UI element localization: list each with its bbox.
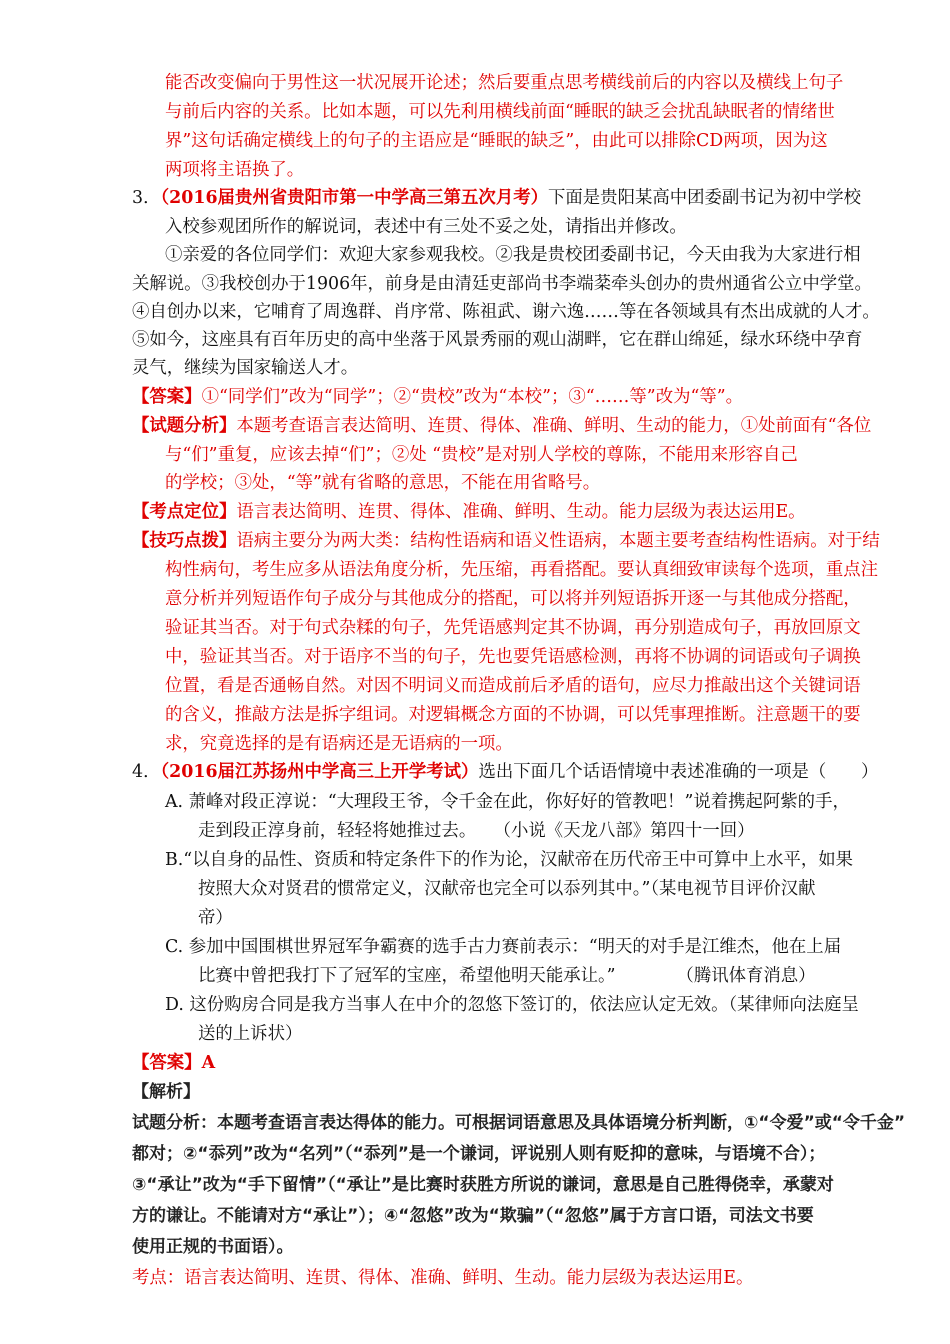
answer-row bbox=[132, 1052, 215, 1074]
option-a: A. 萧峰对段正淳说：“大理段王爷，令千金在此，你好好的管教吧！”说着携起阿紫的手， bbox=[165, 792, 850, 812]
analysis-tag: 【试题分析】 bbox=[132, 416, 237, 436]
jiqiao-line: 中，验证其当否。对于语序不当的句子，先也要凭语感检测，再将不协调的词语或句子调换 bbox=[165, 647, 861, 667]
analysis-row bbox=[132, 415, 871, 437]
jiexi-line: 使用正规的书面语）。 bbox=[132, 1237, 294, 1257]
question-stem-continued: 入校参观团所作的解说词，表述中有三处不妥之处，请指出并修改。 bbox=[165, 217, 687, 237]
jiexi-tag: 【解析】 bbox=[132, 1082, 200, 1102]
intro-analysis-line: 能否改变偏向于男性这一状况展开论述；然后要重点思考横线前后的内容以及横线上句子 bbox=[165, 73, 844, 93]
jiqiao-line: 构性病句，考生应多从语法角度分析，先压缩，再看搭配。要认真细致审读每个选项，重点注 bbox=[165, 560, 879, 580]
option-c-continued: 比赛中曾把我打下了冠军的宝座，希望他明天能承让。” （腾讯体育消息） bbox=[198, 966, 816, 986]
jiqiao-line: 意分析并列短语作句子成分与其他成分的搭配，可以将并列短语拆开逐一与其他成分搭配， bbox=[165, 589, 861, 609]
question-stem: 下面是贵阳某高中团委副书记为初中学校 bbox=[548, 188, 862, 208]
jiexi-line: 方的谦让。不能请对方“承让”）；④“忽悠”改为“欺骗”（“忽悠”属于方言口语，司法文书要 bbox=[132, 1206, 814, 1226]
question-number: 3． bbox=[132, 188, 161, 208]
passage-line: ⑤如今，这座具有百年历史的高中坐落于风景秀丽的观山湖畔，它在群山绵延，绿水环绕中孕育 bbox=[132, 330, 863, 350]
jiqiao-line: 求，究竟选择的是有语病还是无语病的一项。 bbox=[165, 734, 513, 754]
question-3-header bbox=[132, 187, 861, 209]
question-number: 4． bbox=[132, 762, 161, 782]
passage-line: 关解说。③我校创办于1906年，前身是由清廷吏部尚书李端棻牵头创办的贵州通省公立中学堂。 bbox=[132, 274, 872, 294]
answer-tag: 【答案】 bbox=[132, 387, 202, 407]
intro-analysis-line: 界”这句话确定横线上的句子的主语应是“睡眠的缺乏”，由此可以排除CD两项，因为这 bbox=[165, 131, 828, 151]
kaodian-tag: 【考点定位】 bbox=[132, 502, 237, 522]
passage-line: 灵气，继续为国家输送人才。 bbox=[132, 358, 359, 378]
jiqiao-line: 的含义，推敲方法是拆字组词。对逻辑概念方面的不协调，可以凭事理推断。注意题干的要 bbox=[165, 705, 861, 725]
answer-tag: 【答案】 bbox=[132, 1053, 202, 1073]
jiexi-line: 试题分析：本题考查语言表达得体的能力。可根据词语意思及具体语境分析判断，①“令爱”或“令千金” bbox=[132, 1113, 906, 1133]
jiqiao-row bbox=[132, 530, 880, 552]
kaodian-row bbox=[132, 501, 806, 523]
option-b-continued: 帝） bbox=[198, 908, 233, 928]
question-stem: 选出下面几个话语情境中表述准确的一项是（ ） bbox=[478, 762, 879, 782]
jiqiao-line: 验证其当否。对于句式杂糅的句子，先凭语感判定其不协调，再分别造成句子，再放回原文 bbox=[165, 618, 861, 638]
option-c: C. 参加中国围棋世界冠军争霸赛的选手古力赛前表示：“明天的对手是江维杰，他在上届 bbox=[165, 937, 842, 957]
kaodian-text: 语言表达简明、连贯、得体、准确、鲜明、生动。能力层级为表达运用E。 bbox=[236, 502, 806, 522]
intro-analysis-line: 两项将主语换了。 bbox=[165, 160, 305, 180]
analysis-line: 与“们”重复，应该去掉“们”；②处 “贵校”是对别人学校的尊陈，不能用来形容自己 bbox=[165, 445, 798, 465]
option-d-continued: 送的上诉状） bbox=[198, 1024, 303, 1044]
jiexi-line: ③“承让”改为“手下留情”（“承让”是比赛时获胜方所说的谦词，意思是自己胜得侥幸，承蒙对 bbox=[132, 1175, 834, 1195]
option-a-continued: 走到段正淳身前，轻轻将她推过去。 （小说《天龙八部》第四十一回） bbox=[198, 821, 755, 841]
option-b-continued: 按照大众对贤君的惯常定义，汉献帝也完全可以忝列其中。”（某电视节目评价汉献 bbox=[198, 879, 816, 899]
analysis-line: 本题考查语言表达简明、连贯、得体、准确、鲜明、生动的能力，①处前面有“各位 bbox=[236, 416, 872, 436]
option-b: B.“以自身的品性、资质和特定条件下的作为论，汉献帝在历代帝王中可算中上水平，如果 bbox=[165, 850, 854, 870]
question-source: （2016届贵州省贵阳市第一中学高三第五次月考） bbox=[160, 188, 548, 208]
answer-text: A bbox=[201, 1053, 216, 1073]
jiqiao-line: 语病主要分为两大类：结构性语病和语义性语病，本题主要考查结构性语病。对于结 bbox=[236, 531, 880, 551]
intro-analysis-line: 与前后内容的关系。比如本题，可以先利用横线前面“睡眠的缺乏会扰乱缺眠者的情绪世 bbox=[165, 102, 835, 122]
jiexi-line: 都对；②“忝列”改为“名列”（“忝列”是一个谦词，评说别人则有贬抑的意味，与语境不合）； bbox=[132, 1144, 826, 1164]
kaodian-text: 考点：语言表达简明、连贯、得体、准确、鲜明、生动。能力层级为表达运用E。 bbox=[132, 1268, 754, 1288]
jiqiao-line: 位置，看是否通畅自然。对因不明词义而造成前后矛盾的语句，应尽力推敲出这个关键词语 bbox=[165, 676, 861, 696]
question-source: （2016届江苏扬州中学高三上开学考试） bbox=[160, 762, 479, 782]
answer-text: ①“同学们”改为“同学”；②“贵校”改为“本校”；③“……等”改为“等”。 bbox=[201, 387, 744, 407]
analysis-line: 的学校；③处，“等”就有省略的意思，不能在用省略号。 bbox=[165, 473, 601, 493]
passage-line: ④自创办以来，它哺育了周逸群、肖序常、陈祖武、谢六逸……等在各领域具有杰出成就的人才。 bbox=[132, 302, 880, 322]
jiqiao-tag: 【技巧点拨】 bbox=[132, 531, 237, 551]
question-4-header bbox=[132, 761, 878, 783]
passage-line: ①亲爱的各位同学们：欢迎大家参观我校。②我是贵校团委副书记，今天由我为大家进行相 bbox=[165, 245, 861, 265]
answer-row bbox=[132, 386, 743, 408]
option-d: D. 这份购房合同是我方当事人在中介的忽悠下签订的，依法应认定无效。（某律师向法庭呈 bbox=[165, 995, 859, 1015]
